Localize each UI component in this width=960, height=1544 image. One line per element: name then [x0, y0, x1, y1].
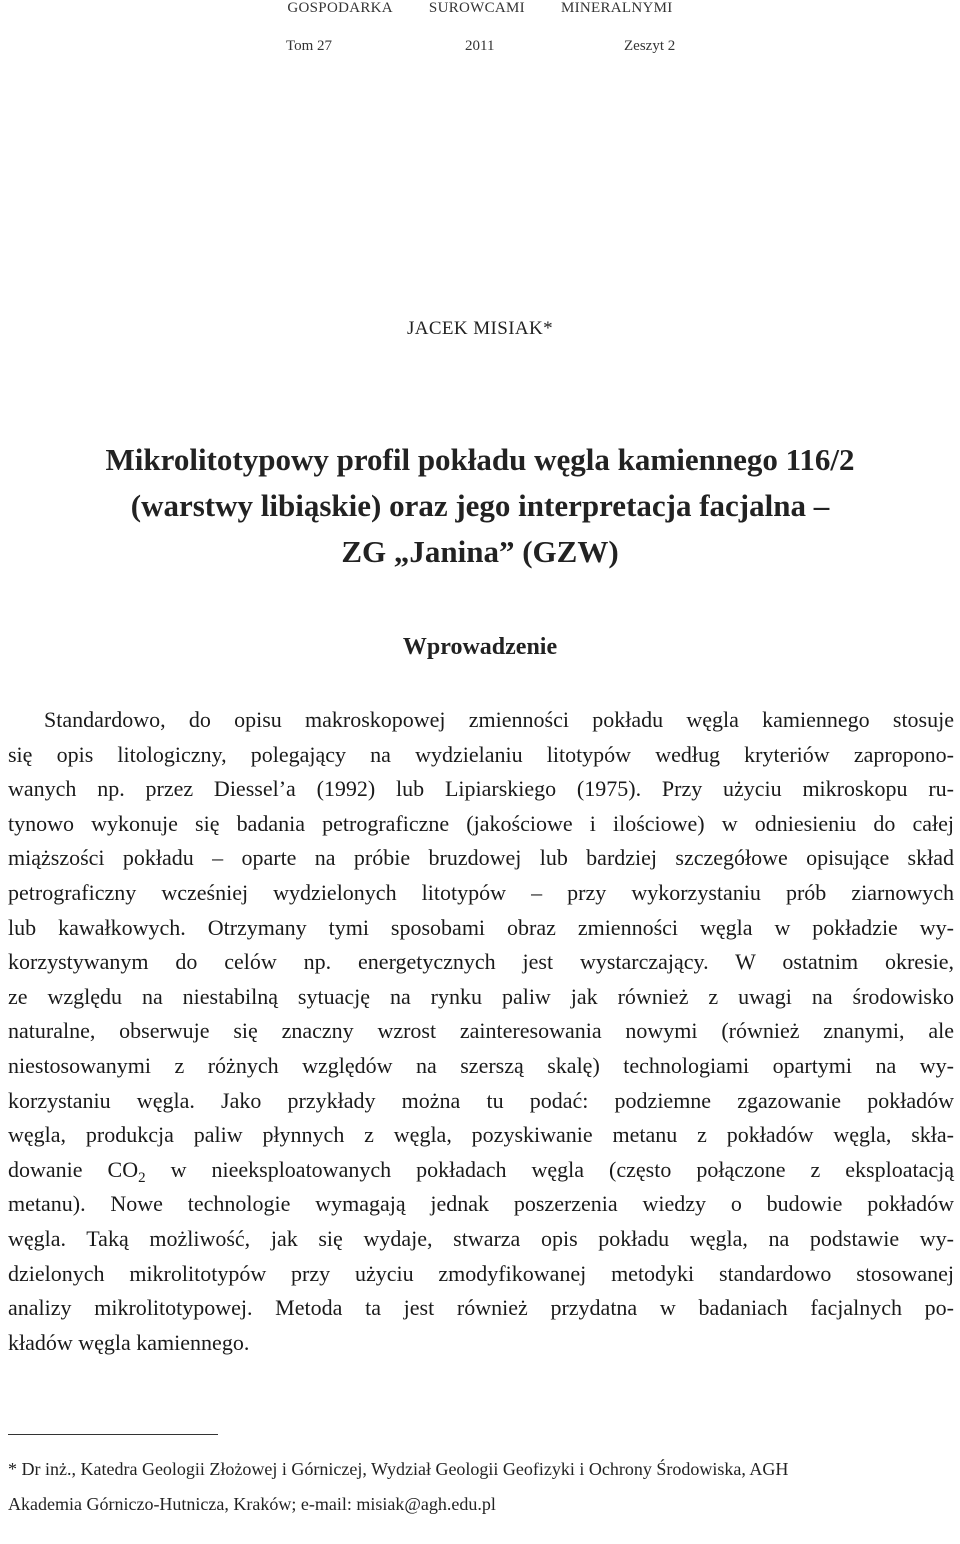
body-line: ze względu na niestabilną sytuację na rynku paliw jak również z uwagi na środowisko [8, 983, 954, 1009]
issue-number: Zeszyt 2 [624, 38, 676, 54]
issue-volume: Tom 27 [286, 38, 333, 54]
body-line: Standardowo, do opisu makroskopowej zmienności pokładu węgla kamiennego stosuje [44, 707, 954, 732]
co2-text: dowanie CO [8, 1156, 139, 1182]
issue-info [0, 38, 960, 60]
body-line: wanych np. przez Diessel’a (1992) lub Lipiarskiego (1975). Przy użyciu mikroskopu ru- [8, 776, 954, 802]
body-line: analizy mikrolitotypowej. Metoda ta jest również przydatna w badaniach facjalnych po- [8, 1295, 954, 1321]
body-text [8, 703, 954, 1360]
journal-name-word: MINERALNYMI [560, 0, 673, 16]
journal-name-word: GOSPODARKA [287, 0, 393, 16]
co2-subscript: 2 [138, 1169, 146, 1186]
title-line: Mikrolitotypowy profil pokładu węgla kamiennego 116/2 [105, 442, 855, 477]
body-line: węgla. Taką możliwość, jak się wydaje, stwarza opis pokładu węgla, na podstawie wy- [8, 1225, 954, 1251]
body-line: niestosowanymi z różnych względów na szerszą skalę) technologiami opartymi na wy- [8, 1052, 954, 1078]
footnote-line: Akademia Górniczo-Hutnicza, Kraków; e-mail: misiak@agh.edu.pl [8, 1494, 496, 1514]
journal-name [0, 0, 960, 22]
body-line: się opis litologiczny, polegający na wydzielaniu litotypów według kryteriów zapropono- [8, 741, 954, 767]
body-line: metanu). Nowe technologie wymagają jednak poszerzenia wiedzy o budowie pokładów [8, 1191, 954, 1217]
body-line: korzystaniu węgla. Jako przykłady można tu podać: podziemne zgazowanie pokładów [8, 1087, 954, 1113]
journal-name-word: SUROWCAMI [428, 0, 525, 16]
body-line: miąższości pokładu – oparte na próbie bruzdowej lub bardziej szczegółowe opisujące skład [8, 845, 954, 871]
body-line: kładów węgla kamiennego. [8, 1329, 250, 1355]
section-heading: Wprowadzenie [402, 634, 558, 660]
title-line: ZG „Janina” (GZW) [341, 534, 619, 569]
body-line: korzystywanym do celów np. energetycznych jest wystarczający. W ostatnim okresie, [8, 949, 954, 975]
body-line: węgla, produkcja paliw płynnych z węgla, pozyskiwanie metanu z pokładów węgla, skła- [8, 1122, 954, 1148]
body-line: lub kawałkowych. Otrzymany tymi sposobami obraz zmienności węgla w pokładzie wy- [8, 914, 954, 940]
author-name: JACEK MISIAK* [406, 318, 554, 339]
body-line: naturalne, obserwuje się znaczny wzrost zainteresowania nowymi (również znanymi, ale [8, 1018, 954, 1044]
body-line-co2 [8, 1153, 954, 1188]
co2-text-after: w nieeksploatowanych pokładach węgla (często połączone z eksploatacją [145, 1156, 954, 1182]
footnote [8, 1452, 954, 1522]
footnote-line: * Dr inż., Katedra Geologii Złożowej i Górniczej, Wydział Geologii Geofizyki i Ochrony Środowiska, AGH [8, 1459, 789, 1479]
footnote-rule [8, 1434, 218, 1435]
body-line: tynowo wykonuje się badania petrograficzne (jakościowe i ilościowe) w odniesieniu do całej [8, 810, 954, 836]
body-line: petrograficzny wcześniej wydzielonych litotypów – przy wykorzystaniu prób ziarnowych [8, 879, 954, 905]
title-line: (warstwy libiąskie) oraz jego interpretacja facjalna – [130, 488, 830, 523]
body-line: dzielonych mikrolitotypów przy użyciu zmodyfikowanej metodyki standardowo stosowanej [8, 1260, 954, 1286]
paper-title [40, 437, 920, 575]
issue-year: 2011 [465, 38, 495, 54]
